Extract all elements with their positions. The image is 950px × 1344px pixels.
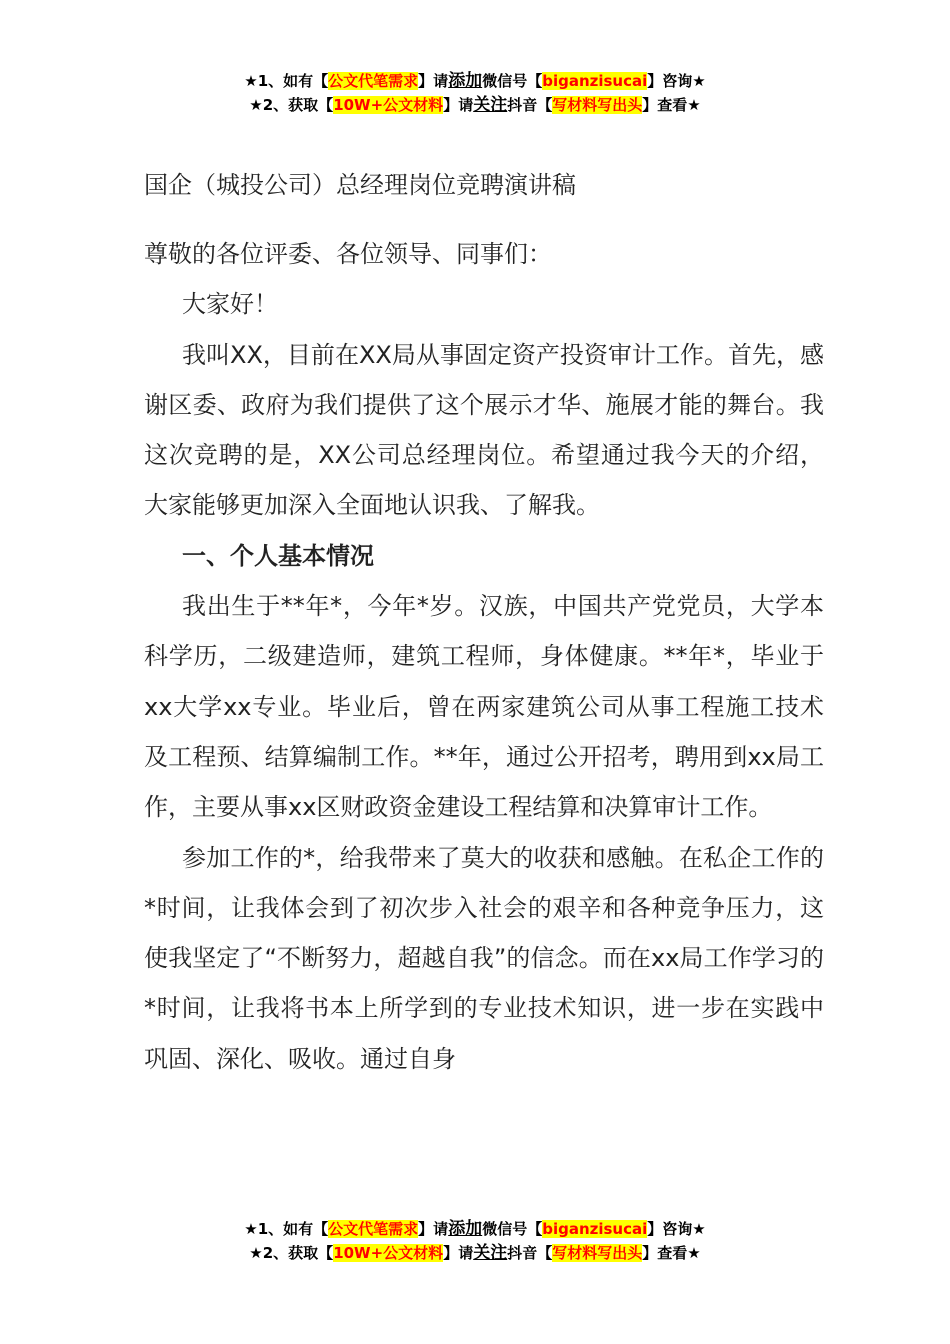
emphasis-text: 添加 [448, 71, 483, 91]
douyin-account: 写材料写出头 [552, 96, 643, 114]
document-body [144, 160, 824, 1084]
greeting: 大家好！ [182, 290, 278, 319]
promo-text: 】咨询★ [647, 72, 706, 90]
promo-text: ★1、如有【 [244, 72, 329, 90]
highlight-text: 10W+公文材料 [333, 1244, 444, 1262]
promo-banner-bottom [0, 1217, 950, 1265]
intro-paragraph: 我叫XX，目前在XX局从事固定资产投资审计工作。首先，感谢区委、政府为我们提供了这个展示才华、施展才能的舞台。我这次竞聘的是，XX公司总经理岗位。希望通过我今天的介绍，大家能够更加深入全面地认识我、了解我。 [144, 340, 824, 520]
promo-text: 】请 [443, 1244, 474, 1262]
promo-line-2 [0, 1241, 950, 1265]
body-paragraph: 参加工作的*，给我带来了莫大的收获和感触。在私企工作的*时间，让我体会到了初次步入社会的艰辛和各种竞争压力，这使我坚定了“不断努力，超越自我”的信念。而在xx局工作学习的*时间，让我将书本上所学到的专业技术知识，进一步在实践中巩固、深化、吸收。通过自身 [144, 843, 824, 1073]
promo-line-1 [0, 69, 950, 93]
promo-text: 微信号【 [482, 72, 543, 90]
highlight-text: 公文代笔需求 [328, 72, 419, 90]
promo-text: 抖音【 [507, 96, 553, 114]
promo-text: 】请 [418, 72, 449, 90]
promo-text: ★2、获取【 [249, 1244, 334, 1262]
wechat-id: biganzisucai [542, 1220, 648, 1238]
promo-text: 】请 [418, 1220, 449, 1238]
promo-text: ★1、如有【 [244, 1220, 329, 1238]
promo-line-1 [0, 1217, 950, 1241]
emphasis-text: 添加 [448, 1219, 483, 1239]
emphasis-text: 关注 [473, 1243, 508, 1263]
promo-text: 】查看★ [642, 1244, 701, 1262]
wechat-id: biganzisucai [542, 72, 648, 90]
highlight-text: 10W+公文材料 [333, 96, 444, 114]
douyin-account: 写材料写出头 [552, 1244, 643, 1262]
emphasis-text: 关注 [473, 95, 508, 115]
promo-text: ★2、获取【 [249, 96, 334, 114]
promo-text: 】查看★ [642, 96, 701, 114]
document-title: 国企（城投公司）总经理岗位竞聘演讲稿 [144, 171, 576, 199]
promo-text: 微信号【 [482, 1220, 543, 1238]
highlight-text: 公文代笔需求 [328, 1220, 419, 1238]
promo-text: 】请 [443, 96, 474, 114]
promo-line-2 [0, 93, 950, 117]
promo-banner-top [0, 69, 950, 117]
body-paragraph: 我出生于**年*，今年*岁。汉族，中国共产党党员，大学本科学历，二级建造师，建筑工程师，身体健康。**年*，毕业于xx大学xx专业。毕业后，曾在两家建筑公司从事工程施工技术及工程预、结算编制工作。**年，通过公开招考，聘用到xx局工作，主要从事xx区财政资金建设工程结算和决算审计工作。 [144, 592, 824, 822]
promo-text: 抖音【 [507, 1244, 553, 1262]
section-heading: 一、个人基本情况 [182, 541, 374, 570]
salutation: 尊敬的各位评委、各位领导、同事们： [144, 240, 552, 268]
promo-text: 】咨询★ [647, 1220, 706, 1238]
